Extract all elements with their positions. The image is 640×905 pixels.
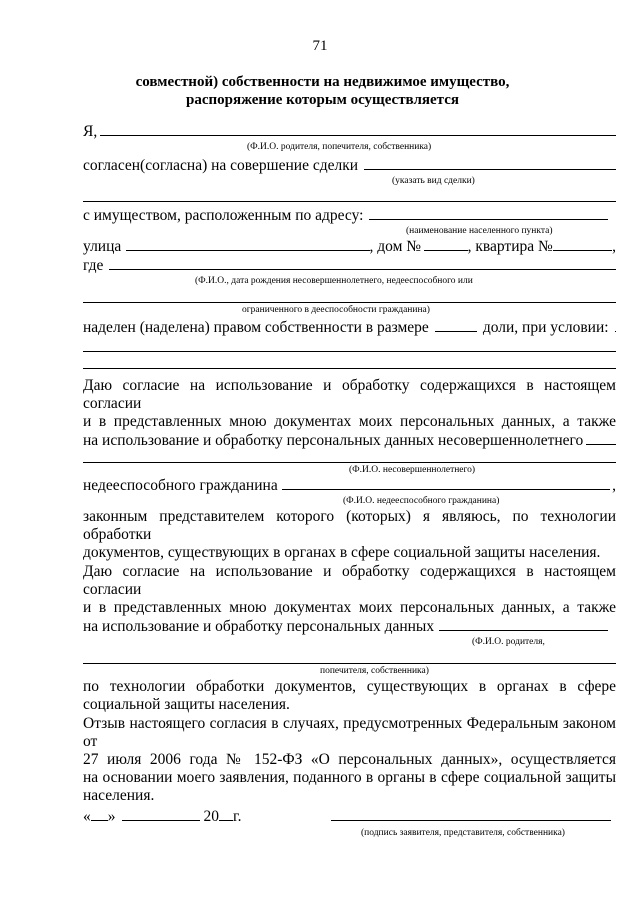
condition-label: доли, при условии: [482, 319, 609, 336]
revocation-line-4: населения. [83, 787, 155, 804]
minor-name-field[interactable] [109, 256, 616, 270]
street-field[interactable] [126, 237, 369, 251]
technology-line-2: социальной защиты населения. [83, 696, 290, 713]
incapable-name-caption: (Ф.И.О. недееспособного гражданина) [343, 496, 500, 506]
consent-form [83, 122, 616, 839]
locality-field[interactable] [369, 206, 608, 220]
condition-field[interactable] [615, 318, 616, 332]
flat-label: , квартира № [467, 238, 553, 255]
consent2-line-1: Даю согласие на использование и обработку содержащихся в настоящем согласии [83, 563, 616, 598]
agree-label: согласен(согласна) на совершение сделки [83, 157, 359, 174]
page-number: 71 [312, 38, 328, 54]
deal-row [83, 156, 616, 175]
technology-line-1: по технологии обработки документов, существующих в органах в сфере [83, 678, 616, 695]
year-suffix: г. [233, 808, 242, 825]
legal-rep-line-1: законным представителем которого (которых) я являюсь, по технологии обработки [83, 508, 616, 543]
parent-consent-caption-b: попечителя, собственника) [320, 666, 429, 676]
parent-consent-line[interactable] [83, 651, 616, 664]
where-row [83, 256, 616, 275]
condition-line-2[interactable] [83, 356, 616, 369]
date-open-quote: « [83, 808, 91, 825]
share-row [83, 318, 616, 337]
minor-name-caption-2: ограниченного в дееспособности гражданина) [242, 305, 430, 315]
ya-label: Я, [83, 123, 98, 140]
applicant-name-field[interactable] [100, 122, 616, 136]
house-field[interactable] [424, 237, 468, 251]
revocation-line-1: Отзыв настоящего согласия в случаях, предусмотренных Федеральным законом от [83, 715, 616, 750]
revocation-line-2: 27 июля 2006 года № 152-ФЗ «О персональных данных», осуществляется [83, 751, 616, 768]
address-label: с имуществом, расположенным по адресу: [83, 207, 364, 224]
house-label: , дом № [369, 238, 422, 255]
applicant-name-caption: (Ф.И.О. родителя, попечителя, собственника) [247, 142, 432, 152]
date-month-field[interactable] [122, 807, 200, 821]
year-prefix: 20 [203, 808, 219, 825]
street-row-comma: , [612, 238, 616, 255]
consent2-line-3-row [83, 617, 616, 636]
revocation-line-3: на основании моего заявления, поданного в органы в сфере социальной защиты [83, 769, 616, 786]
signature-caption: (подпись заявителя, представителя, собственника) [361, 828, 565, 838]
minor-consent-field[interactable] [586, 431, 616, 445]
document-title: совместной) собственности на недвижимое имущество, распоряжение которым осуществляется [135, 74, 510, 108]
minor-name-line[interactable] [83, 290, 616, 303]
incapable-row-comma: , [612, 477, 616, 494]
date-close-quote: » [107, 808, 116, 825]
flat-field[interactable] [553, 237, 612, 251]
consent2-line-2: и в представленных мною документах моих персональных данных, а также [83, 599, 616, 616]
consent1-line-3-row [83, 431, 616, 450]
legal-rep-line-2: документов, существующих в органах в сфере социальной защиты населения. [83, 544, 601, 561]
incapable-label: недееспособного гражданина [83, 477, 278, 494]
applicant-name-row [83, 122, 616, 141]
date-signature-row [83, 807, 616, 826]
deal-extra-line[interactable] [83, 189, 616, 202]
deal-type-caption: (указать вид сделки) [392, 176, 475, 186]
locality-caption: (наименование населенного пункта) [406, 226, 553, 236]
legal-rep-paragraph [83, 508, 616, 562]
parent-consent-caption-a: (Ф.И.О. родителя, [472, 637, 545, 647]
incapable-name-field[interactable] [282, 476, 610, 490]
minor-name-caption: (Ф.И.О., дата рождения несовершеннолетнего, недееспособного или [195, 276, 473, 286]
consent2-line-3: на использование и обработку персональных данных [83, 618, 435, 635]
consent-paragraph-1 [83, 377, 616, 450]
consent1-line-3: на использование и обработку персональных данных несовершеннолетнего [83, 432, 584, 449]
minor-consent-caption: (Ф.И.О. несовершеннолетнего) [349, 465, 476, 475]
where-label: где [83, 257, 104, 274]
consent1-line-2: и в представленных мною документах моих персональных данных, а также [83, 413, 616, 430]
parent-consent-field[interactable] [439, 617, 608, 631]
date-day-field[interactable] [91, 807, 108, 821]
address-row [83, 206, 616, 225]
incapable-row [83, 476, 616, 495]
deal-type-field[interactable] [364, 156, 616, 170]
revocation-paragraph [83, 715, 616, 805]
share-label: наделен (наделена) правом собственности в размере [83, 319, 429, 336]
technology-paragraph [83, 678, 616, 714]
street-row [83, 237, 616, 256]
street-label: улица [83, 238, 122, 255]
consent-paragraph-2 [83, 563, 616, 636]
share-field[interactable] [435, 318, 477, 332]
date-year-field[interactable] [219, 807, 233, 821]
consent1-line-1: Даю согласие на использование и обработку содержащихся в настоящем согласии [83, 377, 616, 412]
minor-consent-line[interactable] [83, 450, 616, 463]
signature-field[interactable] [331, 807, 611, 821]
condition-line-1[interactable] [83, 339, 616, 352]
